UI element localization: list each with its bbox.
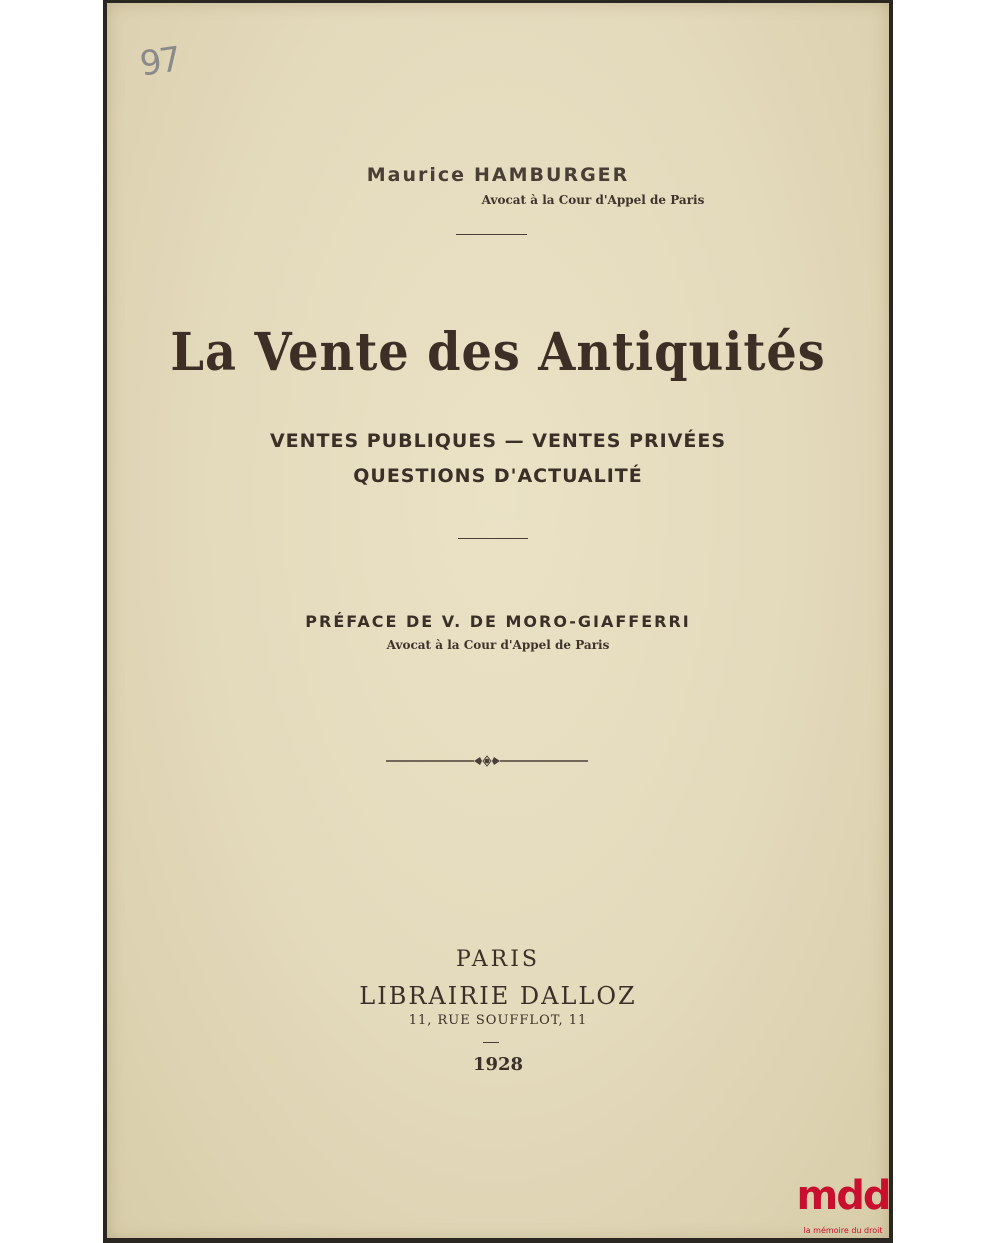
author-name [105, 164, 891, 186]
cover-edge-top [103, 0, 893, 3]
divider-subtitle [458, 538, 528, 539]
author-role: Avocat à la Cour d'Appel de Paris [481, 193, 705, 207]
book-title: La Vente des Antiquités [170, 322, 826, 383]
subtitle-line-2: QUESTIONS D'ACTUALITÉ [353, 465, 643, 487]
mdd-tagline: la mémoire du droit [803, 1226, 883, 1235]
subtitle-line-1: VENTES PUBLIQUES — VENTES PRIVÉES [269, 430, 727, 452]
preface-credit: PRÉFACE DE V. DE MORO-GIAFFERRI [305, 612, 691, 631]
page-margin [0, 0, 105, 1243]
publisher-address: 11, RUE SOUFFLOT, 11 [408, 1013, 588, 1028]
pencil-annotation: 97 [137, 39, 182, 85]
divider-author [456, 234, 527, 235]
publication-city: PARIS [456, 947, 540, 972]
preface-author-role: Avocat à la Cour d'Appel de Paris [386, 638, 610, 652]
author-first-name: Maurice [366, 164, 467, 186]
publication-year: 1928 [472, 1054, 524, 1075]
publisher-name: LIBRAIRIE DALLOZ [359, 982, 637, 1010]
ornament-divider [386, 754, 588, 768]
cover-edge-bottom [103, 1238, 893, 1243]
author-last-name: HAMBURGER [474, 164, 630, 186]
mdd-logo: mdd [796, 1173, 890, 1219]
divider-year [483, 1042, 499, 1043]
